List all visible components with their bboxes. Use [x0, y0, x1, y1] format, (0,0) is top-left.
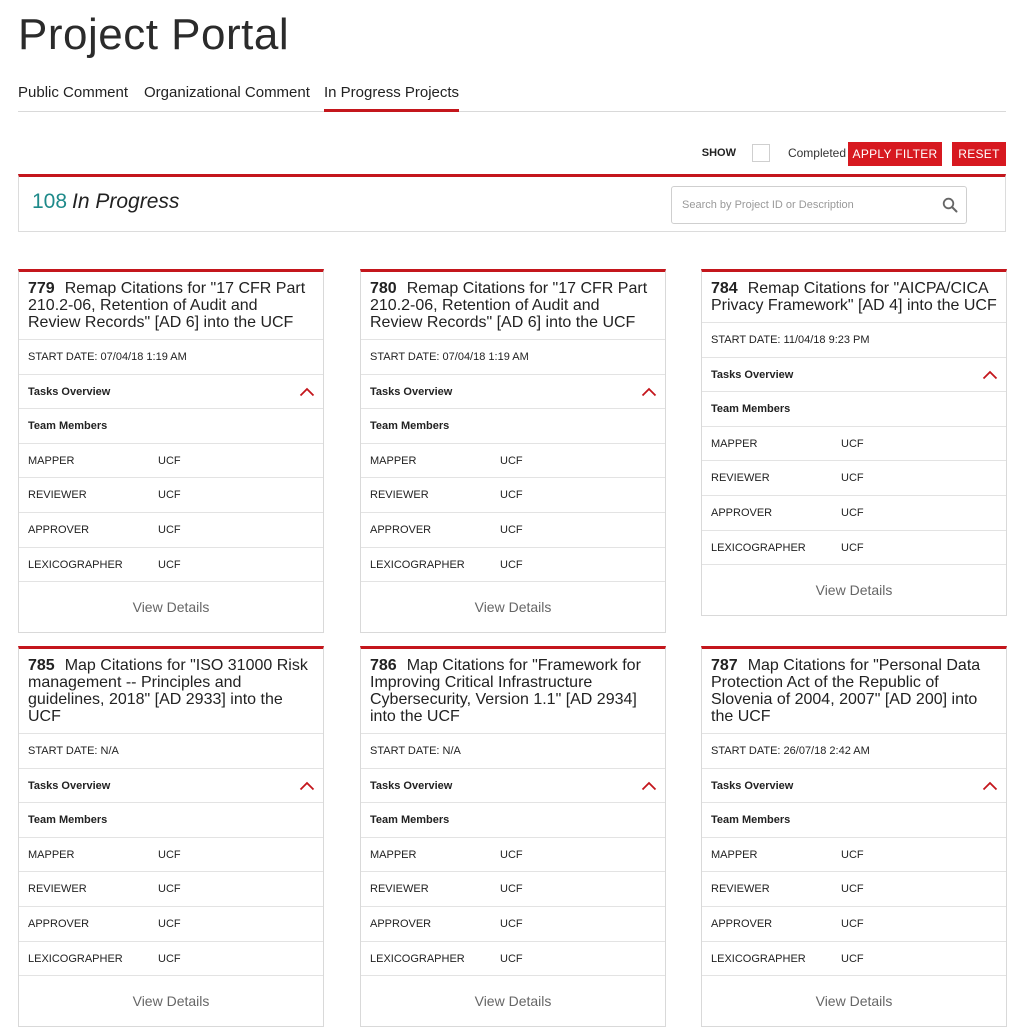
tasks-overview-label: Tasks Overview	[28, 779, 111, 792]
tasks-overview-row[interactable]	[702, 358, 1006, 393]
team-members-label: Team Members	[711, 814, 791, 827]
team-member-row	[702, 496, 1006, 531]
team-member-row	[19, 478, 323, 513]
in-progress-label: In Progress	[72, 190, 180, 213]
member-name: UCF	[841, 917, 864, 930]
view-details-link[interactable]: View Details	[815, 993, 893, 1010]
team-members-row	[361, 409, 665, 444]
progress-summary	[18, 174, 1006, 232]
member-role: REVIEWER	[711, 883, 770, 896]
start-date-row	[19, 340, 323, 375]
member-name: UCF	[841, 952, 864, 965]
member-name: UCF	[841, 437, 864, 450]
start-date: START DATE: 07/04/18 1:19 AM	[370, 351, 529, 363]
start-date: START DATE: 07/04/18 1:19 AM	[28, 351, 187, 363]
project-card	[360, 646, 666, 1027]
team-member-row	[702, 427, 1006, 462]
member-role: APPROVER	[28, 917, 90, 930]
project-id: 787	[711, 657, 738, 674]
project-id: 779	[28, 280, 55, 297]
project-id: 785	[28, 657, 55, 674]
project-card	[360, 269, 666, 633]
project-card	[701, 269, 1007, 616]
team-member-row	[702, 838, 1006, 873]
reset-button[interactable]: RESET	[952, 142, 1006, 166]
member-role: APPROVER	[711, 506, 773, 519]
member-role: MAPPER	[711, 848, 758, 861]
view-details-link[interactable]: View Details	[132, 993, 210, 1010]
team-member-row	[361, 838, 665, 873]
member-role: LEXICOGRAPHER	[711, 952, 806, 965]
tasks-overview-row[interactable]	[19, 375, 323, 410]
project-id: 786	[370, 657, 397, 674]
card-footer	[702, 565, 1006, 615]
member-role: LEXICOGRAPHER	[28, 952, 123, 965]
member-name: UCF	[158, 883, 181, 896]
team-members-row	[19, 803, 323, 838]
start-date-row	[19, 734, 323, 769]
member-role: REVIEWER	[28, 489, 87, 502]
project-card	[18, 269, 324, 633]
card-footer	[361, 976, 665, 1026]
chevron-up-icon[interactable]	[299, 781, 315, 791]
tab-in-progress-projects[interactable]: In Progress Projects	[324, 84, 459, 112]
member-name: UCF	[158, 848, 181, 861]
tasks-overview-row[interactable]	[361, 769, 665, 804]
member-role: APPROVER	[370, 917, 432, 930]
member-name: UCF	[500, 489, 523, 502]
member-name: UCF	[841, 848, 864, 861]
team-member-row	[361, 444, 665, 479]
in-progress-count: 108	[32, 190, 68, 213]
page-title: Project Portal	[18, 10, 290, 59]
team-member-row	[361, 478, 665, 513]
project-title: Remap Citations for "AICPA/CICA Privacy Framework" [AD 4] into the UCF	[711, 280, 997, 314]
member-name: UCF	[500, 523, 523, 536]
project-title: Remap Citations for "17 CFR Part 210.2-06, Retention of Audit and Review Records" [AD 6] into the UCF	[370, 280, 648, 331]
member-role: REVIEWER	[28, 883, 87, 896]
tasks-overview-label: Tasks Overview	[370, 779, 453, 792]
member-name: UCF	[158, 523, 181, 536]
team-member-row	[361, 907, 665, 942]
start-date-row	[361, 734, 665, 769]
team-member-row	[361, 513, 665, 548]
chevron-up-icon[interactable]	[982, 370, 998, 380]
team-members-row	[361, 803, 665, 838]
start-date-row	[702, 734, 1006, 769]
card-footer	[19, 582, 323, 632]
start-date: START DATE: 11/04/18 9:23 PM	[711, 334, 870, 346]
team-member-row	[361, 872, 665, 907]
show-label: SHOW	[701, 147, 736, 159]
team-members-label: Team Members	[711, 403, 791, 416]
team-member-row	[19, 872, 323, 907]
view-details-link[interactable]: View Details	[474, 993, 552, 1010]
member-name: UCF	[158, 489, 181, 502]
chevron-up-icon[interactable]	[641, 387, 657, 397]
team-member-row	[702, 942, 1006, 977]
member-role: REVIEWER	[370, 489, 429, 502]
tasks-overview-row[interactable]	[702, 769, 1006, 804]
card-footer	[702, 976, 1006, 1026]
member-role: LEXICOGRAPHER	[711, 541, 806, 554]
tasks-overview-row[interactable]	[19, 769, 323, 804]
filter-bar	[686, 142, 1006, 166]
team-member-row	[702, 872, 1006, 907]
project-header	[702, 649, 1006, 734]
project-header	[361, 649, 665, 734]
member-name: UCF	[500, 558, 523, 571]
member-role: APPROVER	[711, 917, 773, 930]
member-name: UCF	[841, 506, 864, 519]
member-name: UCF	[500, 883, 523, 896]
member-role: MAPPER	[370, 454, 417, 467]
team-member-row	[19, 548, 323, 583]
view-details-link[interactable]: View Details	[132, 599, 210, 616]
member-name: UCF	[158, 454, 181, 467]
member-name: UCF	[500, 952, 523, 965]
member-name: UCF	[841, 472, 864, 485]
team-member-row	[19, 444, 323, 479]
team-member-row	[361, 548, 665, 583]
team-member-row	[361, 942, 665, 977]
project-title: Map Citations for "Personal Data Protection Act of the Republic of Slovenia of 2004, 2007" [AD 200] into the UCF	[711, 657, 981, 725]
start-date-row	[702, 323, 1006, 358]
project-header	[361, 272, 665, 340]
team-member-row	[19, 838, 323, 873]
apply-filter-button[interactable]: APPLY FILTER	[848, 142, 942, 166]
tasks-overview-label: Tasks Overview	[711, 779, 794, 792]
tab-organizational-comment[interactable]: Organizational Comment	[144, 84, 310, 101]
member-name: UCF	[158, 952, 181, 965]
view-details-link[interactable]: View Details	[474, 599, 552, 616]
card-footer	[361, 582, 665, 632]
member-role: MAPPER	[370, 848, 417, 861]
project-title: Map Citations for "Framework for Improving Critical Infrastructure Cybersecurity, Version 1.1" [AD 2934] into the UCF	[370, 657, 641, 725]
chevron-up-icon[interactable]	[982, 781, 998, 791]
team-member-row	[702, 531, 1006, 566]
team-members-row	[702, 392, 1006, 427]
team-members-label: Team Members	[370, 814, 450, 827]
search-icon[interactable]	[942, 197, 958, 213]
search-input[interactable]	[672, 187, 932, 223]
member-role: LEXICOGRAPHER	[370, 558, 465, 571]
member-role: APPROVER	[370, 523, 432, 536]
start-date: START DATE: N/A	[370, 745, 461, 757]
team-members-row	[19, 409, 323, 444]
team-member-row	[19, 907, 323, 942]
completed-checkbox-label[interactable]: Completed	[787, 146, 846, 160]
member-role: LEXICOGRAPHER	[28, 558, 123, 571]
start-date-row	[361, 340, 665, 375]
tasks-overview-row[interactable]	[361, 375, 665, 410]
start-date: START DATE: N/A	[28, 745, 119, 757]
card-footer	[19, 976, 323, 1026]
team-member-row	[702, 907, 1006, 942]
team-member-row	[19, 513, 323, 548]
start-date: START DATE: 26/07/18 2:42 AM	[711, 745, 870, 757]
member-role: APPROVER	[28, 523, 90, 536]
tasks-overview-label: Tasks Overview	[370, 385, 453, 398]
member-role: MAPPER	[711, 437, 758, 450]
member-name: UCF	[500, 848, 523, 861]
member-role: MAPPER	[28, 454, 75, 467]
member-role: REVIEWER	[711, 472, 770, 485]
project-id: 784	[711, 280, 738, 297]
member-name: UCF	[841, 883, 864, 896]
member-name: UCF	[158, 558, 181, 571]
view-details-link[interactable]: View Details	[815, 582, 893, 599]
team-member-row	[702, 461, 1006, 496]
tasks-overview-label: Tasks Overview	[28, 385, 111, 398]
team-member-row	[19, 942, 323, 977]
member-name: UCF	[500, 454, 523, 467]
project-card	[18, 646, 324, 1027]
project-header	[19, 272, 323, 340]
project-id: 780	[370, 280, 397, 297]
search-box	[671, 186, 967, 224]
completed-checkbox[interactable]	[752, 144, 770, 162]
chevron-up-icon[interactable]	[641, 781, 657, 791]
project-title: Map Citations for "ISO 31000 Risk management -- Principles and guidelines, 2018" [AD 2933] into the UCF	[28, 657, 308, 725]
chevron-up-icon[interactable]	[299, 387, 315, 397]
member-name: UCF	[841, 541, 864, 554]
tab-public-comment[interactable]: Public Comment	[18, 84, 129, 101]
member-role: LEXICOGRAPHER	[370, 952, 465, 965]
member-role: REVIEWER	[370, 883, 429, 896]
team-members-label: Team Members	[370, 420, 450, 433]
project-title: Remap Citations for "17 CFR Part 210.2-06, Retention of Audit and Review Records" [AD 6] into the UCF	[28, 280, 306, 331]
project-header	[19, 649, 323, 734]
team-members-label: Team Members	[28, 814, 108, 827]
portal-tabs	[18, 84, 1006, 112]
member-name: UCF	[500, 917, 523, 930]
tasks-overview-label: Tasks Overview	[711, 368, 794, 381]
project-card	[701, 646, 1007, 1027]
team-members-row	[702, 803, 1006, 838]
team-members-label: Team Members	[28, 420, 108, 433]
project-header	[702, 272, 1006, 323]
member-name: UCF	[158, 917, 181, 930]
member-role: MAPPER	[28, 848, 75, 861]
